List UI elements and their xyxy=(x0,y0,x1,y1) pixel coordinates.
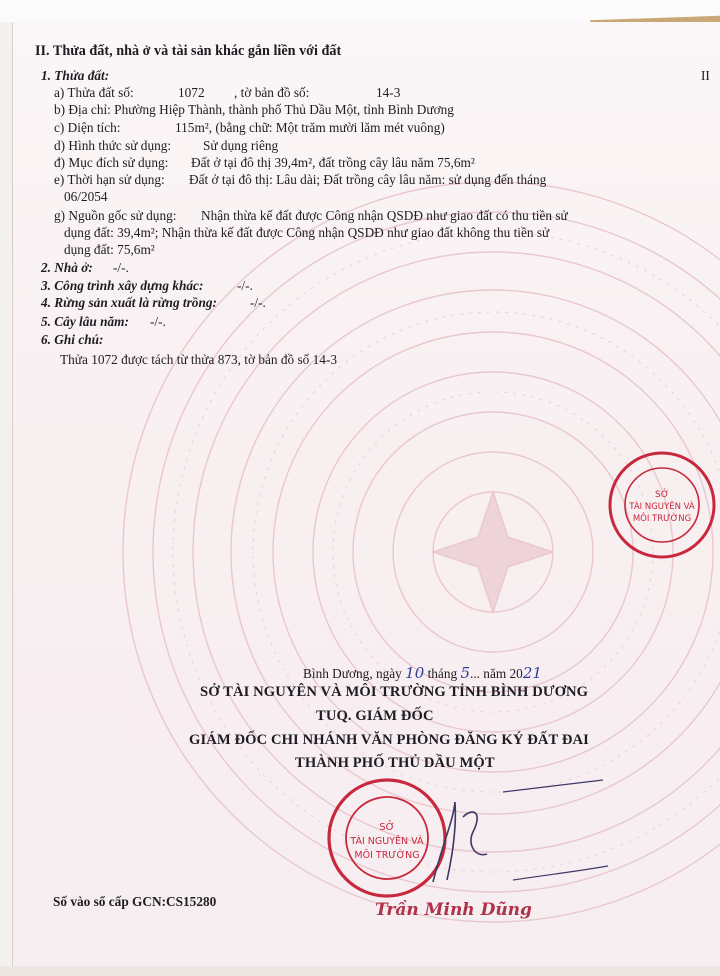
origin-value-cont: dụng đất: 39,4m²; Nhận thừa kế đất được Công nhận QSDĐ như giao đất không thu tiền sử xyxy=(64,225,550,240)
origin-value: Nhận thừa kế đất được Công nhận QSDĐ như giao đất có thu tiền sử xyxy=(201,208,568,223)
house-value: -/-. xyxy=(113,260,129,275)
notes-label: 6. Ghi chú: xyxy=(41,332,104,347)
usage-purpose-value: Đất ở tại đô thị 39,4m², đất trồng cây lâu năm 75,6m² xyxy=(191,155,475,170)
seal-lower-line-1: SỞ xyxy=(379,822,395,833)
photo-frame-bottom xyxy=(0,966,720,976)
date-month-label: tháng xyxy=(427,666,458,681)
perennial-label: 5. Cây lâu năm: xyxy=(41,314,129,329)
signer-name: Trần Minh Dũng xyxy=(375,900,532,920)
area-label: c) Diện tích: xyxy=(54,120,121,135)
parcel-number: 1072 xyxy=(178,85,205,100)
house-label: 2. Nhà ở: xyxy=(41,260,93,275)
address-line: b) Địa chỉ: Phường Hiệp Thành, thành phố Thủ Dầu Một, tỉnh Bình Dương xyxy=(54,102,454,117)
signing-place-date: Bình Dương, ngày 10 tháng 5... năm 2021 xyxy=(303,664,542,682)
seal-lower-line-2: TÀI NGUYÊN VÀ xyxy=(350,836,424,847)
date-month: 5 xyxy=(460,664,470,682)
certificate-page xyxy=(12,22,720,968)
registry-number xyxy=(53,894,216,910)
issuing-agency: SỞ TÀI NGUYÊN VÀ MÔI TRƯỜNG TỈNH BÌNH DƯƠNG xyxy=(200,684,589,700)
usage-term-value: Đất ở tại đô thị: Lâu dài; Đất trồng cây lâu năm: sử dụng đến tháng xyxy=(189,172,547,187)
map-sheet-label: , tờ bản đồ số: xyxy=(234,85,310,100)
perennial-value: -/-. xyxy=(150,314,166,329)
on-behalf-title: TUQ. GIÁM ĐỐC xyxy=(316,708,434,724)
area-value: 115m², (bằng chữ: Một trăm mười lăm mét vuông) xyxy=(175,120,445,135)
date-day: 10 xyxy=(405,664,425,682)
usage-form-label: d) Hình thức sử dụng: xyxy=(54,138,172,153)
seal-lower-line-3: MÔI TRƯỜNG xyxy=(354,850,420,861)
date-prefix: Bình Dương, ngày xyxy=(303,666,402,681)
origin-label: g) Nguồn gốc sử dụng: xyxy=(54,208,177,223)
other-construction-value: -/-. xyxy=(237,278,253,293)
usage-purpose-label: đ) Mục đích sử dụng: xyxy=(54,155,169,170)
usage-term-value-cont: 06/2054 xyxy=(64,189,108,204)
forest-value: -/-. xyxy=(250,295,266,310)
usage-form-value: Sử dụng riêng xyxy=(203,138,279,153)
date-year: 21 xyxy=(522,664,542,682)
registry-label: Số vào sổ cấp GCN: xyxy=(53,894,167,909)
other-construction-label: 3. Công trình xây dựng khác: xyxy=(41,278,204,293)
notes-value: Thửa 1072 được tách từ thửa 873, tờ bản đồ số 14-3 xyxy=(60,352,338,367)
official-seal-upper-icon xyxy=(606,449,718,561)
land-heading: 1. Thửa đất: xyxy=(41,68,110,83)
parcel-label: a) Thửa đất số: xyxy=(54,85,134,100)
map-sheet-number: 14-3 xyxy=(376,85,401,100)
date-year-label: năm 20 xyxy=(483,666,523,681)
seal-line-1: SỞ xyxy=(655,490,669,500)
registry-value: CS15280 xyxy=(166,894,217,909)
signature-scribble-icon xyxy=(403,762,633,902)
seal-line-3: MÔI TRƯỜNG xyxy=(632,514,692,524)
section-title: II. Thửa đất, nhà ở và tài sản khác gắn liền với đất xyxy=(35,43,342,59)
side-mark: II xyxy=(701,68,710,83)
usage-term-label: e) Thời hạn sử dụng: xyxy=(54,172,165,187)
forest-label: 4. Rừng sản xuất là rừng trồng: xyxy=(41,295,217,310)
origin-value-cont-2: dụng đất: 75,6m² xyxy=(64,242,155,257)
signer-position-cont: THÀNH PHỐ THỦ DẦU MỘT xyxy=(295,755,495,771)
signer-position: GIÁM ĐỐC CHI NHÁNH VĂN PHÒNG ĐĂNG KÝ ĐẤT ĐAI xyxy=(189,732,589,748)
seal-line-2: TÀI NGUYÊN VÀ xyxy=(629,502,695,512)
